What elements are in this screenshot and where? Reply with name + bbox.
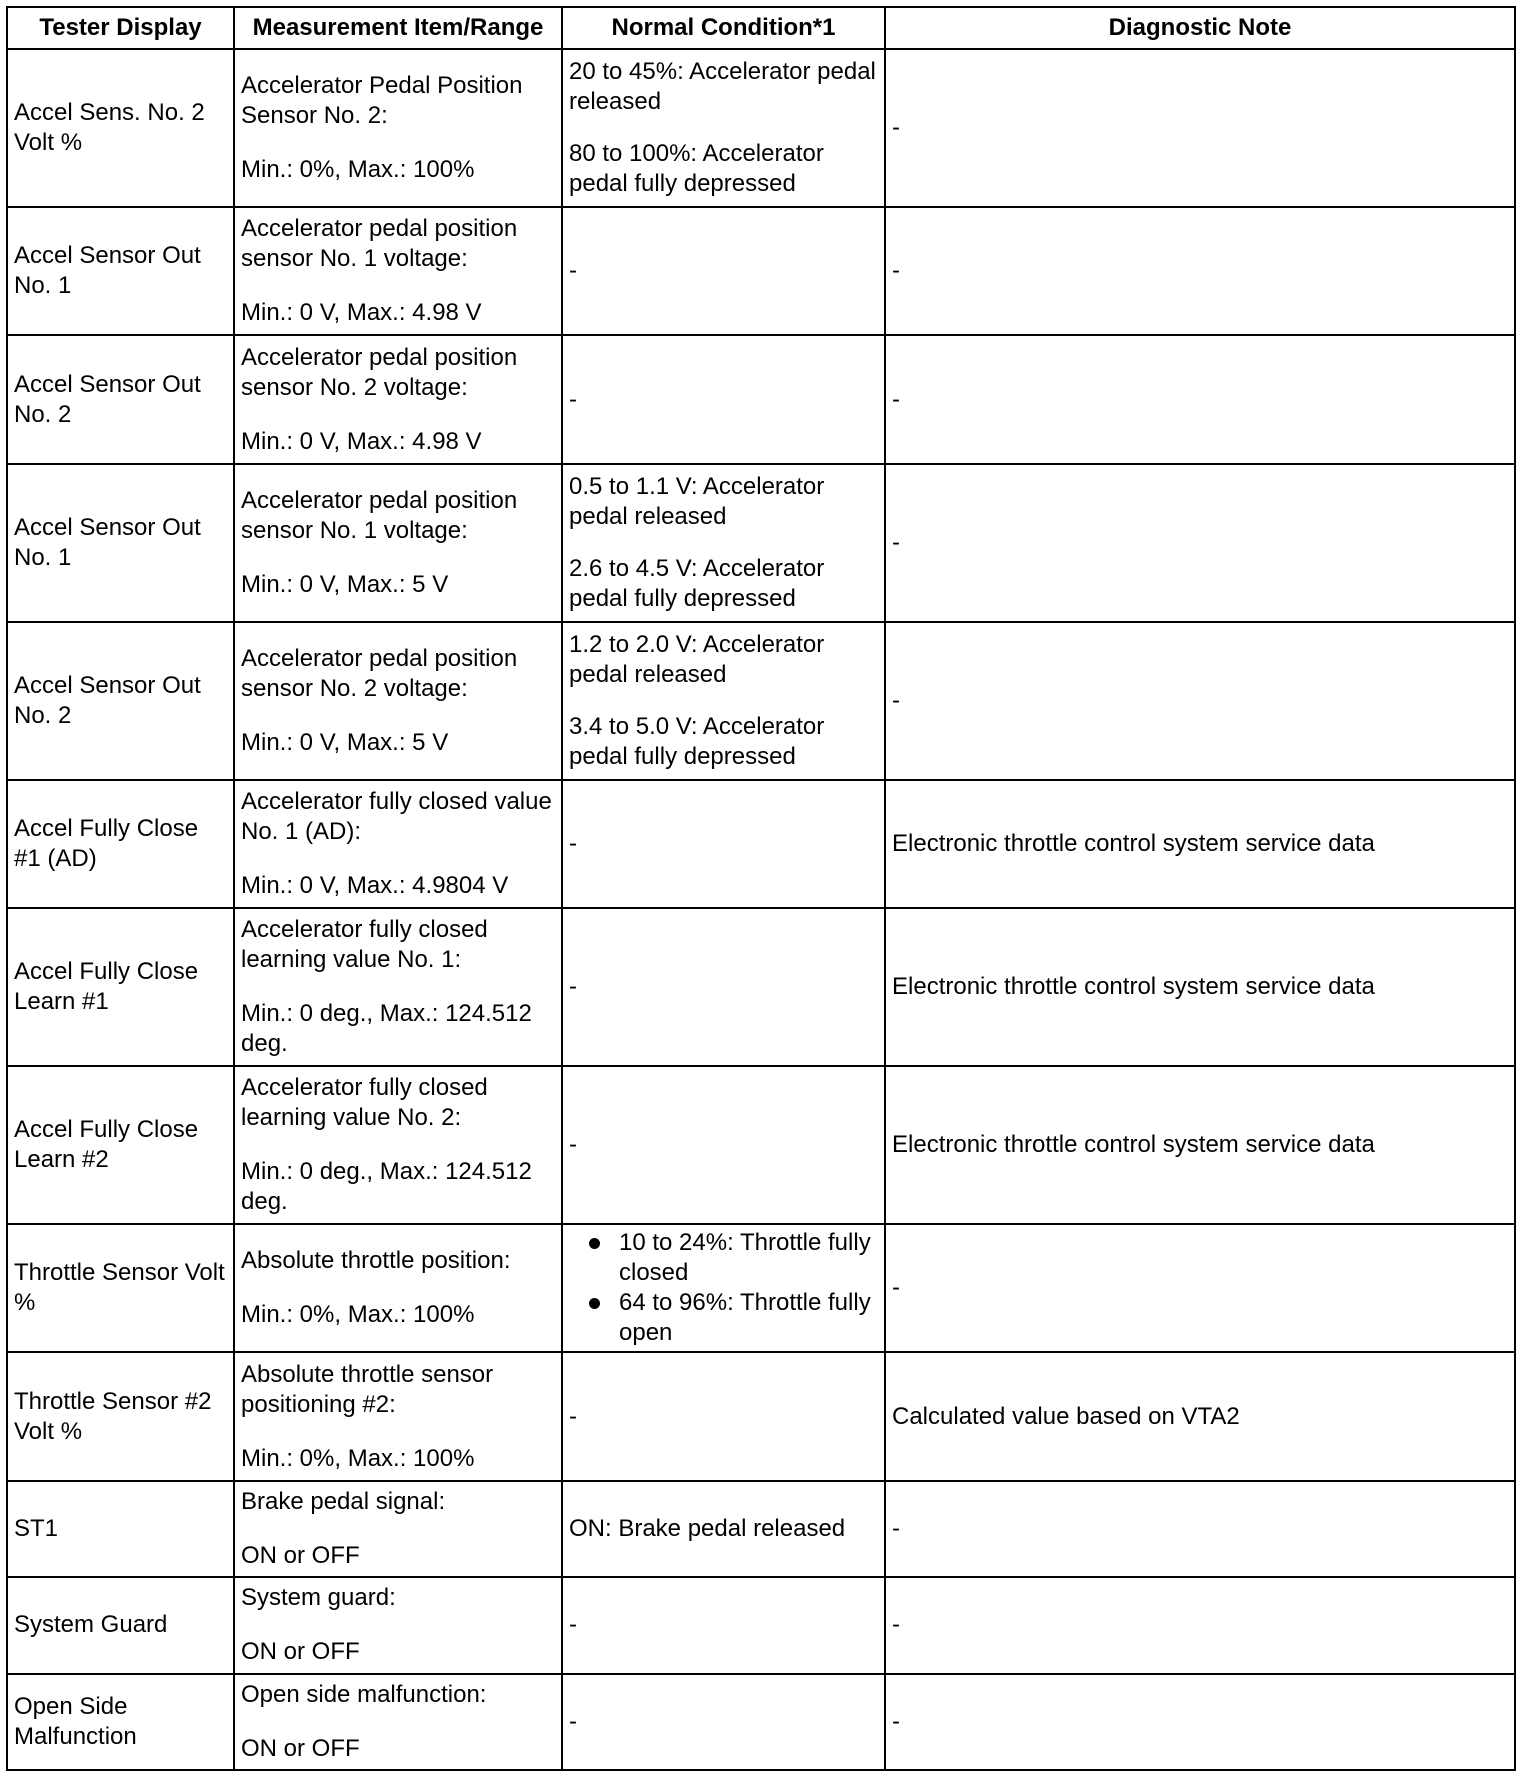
measurement-item: Accelerator pedal position sensor No. 1 voltage: (241, 215, 518, 273)
cell-normal-condition: - (562, 908, 885, 1066)
measurement-range: Min.: 0 deg., Max.: 124.512 deg. (241, 1158, 532, 1216)
cell-tester-display: Open Side Malfunction (7, 1674, 234, 1770)
table-row (7, 207, 1515, 335)
cell-measurement (234, 464, 562, 622)
cell-normal-condition: - (562, 1674, 885, 1770)
cell-measurement (234, 780, 562, 908)
cell-measurement (234, 207, 562, 335)
measurement-item: Open side malfunction: (241, 1680, 487, 1708)
cell-tester-display: Accel Sensor Out No. 1 (7, 207, 234, 335)
table-row (7, 1577, 1515, 1673)
cell-normal-condition: - (562, 1577, 885, 1673)
measurement-item: Accelerator Pedal Position Sensor No. 2: (241, 72, 523, 129)
measurement-item: Accelerator fully closed learning value No. 2: (241, 1074, 488, 1132)
table-row (7, 780, 1515, 908)
measurement-item: Brake pedal signal: (241, 1488, 446, 1516)
measurement-range: Min.: 0 V, Max.: 5 V (241, 570, 449, 598)
measurement-item: Accelerator pedal position sensor No. 2 voltage: (241, 343, 518, 401)
cell-measurement (234, 1481, 562, 1577)
measurement-range: ON or OFF (241, 1542, 360, 1570)
normal-condition-line: 3.4 to 5.0 V: Accelerator pedal fully depressed (569, 712, 825, 770)
cell-measurement (234, 1577, 562, 1673)
cell-measurement (234, 1674, 562, 1770)
cell-diagnostic-note: - (885, 1224, 1515, 1352)
cell-tester-display: Throttle Sensor Volt % (7, 1224, 234, 1352)
table-row (7, 49, 1515, 207)
measurement-item: System guard: (241, 1584, 396, 1612)
header-diagnostic-note: Diagnostic Note (885, 7, 1515, 49)
cell-tester-display: Accel Sens. No. 2 Volt % (7, 49, 234, 207)
cell-diagnostic-note: - (885, 207, 1515, 335)
cell-tester-display: Accel Sensor Out No. 2 (7, 335, 234, 463)
cell-normal-condition (562, 1224, 885, 1352)
measurement-item: Absolute throttle sensor positioning #2: (241, 1360, 494, 1418)
cell-tester-display: Accel Sensor Out No. 2 (7, 622, 234, 780)
data-list-table (6, 6, 1516, 1771)
cell-diagnostic-note: - (885, 335, 1515, 463)
measurement-item: Accelerator pedal position sensor No. 1 voltage: (241, 486, 518, 544)
measurement-range: ON or OFF (241, 1734, 360, 1762)
cell-measurement (234, 908, 562, 1066)
measurement-range: Min.: 0 V, Max.: 4.9804 V (241, 872, 509, 900)
cell-diagnostic-note: Electronic throttle control system service data (885, 908, 1515, 1066)
cell-diagnostic-note: - (885, 49, 1515, 207)
normal-condition-line: 80 to 100%: Accelerator pedal fully depressed (569, 140, 824, 197)
measurement-item: Accelerator fully closed learning value No. 1: (241, 916, 488, 974)
cell-measurement (234, 1352, 562, 1480)
measurement-range: Min.: 0 deg., Max.: 124.512 deg. (241, 1000, 532, 1058)
header-normal-condition: Normal Condition*1 (562, 7, 885, 49)
cell-diagnostic-note: Electronic throttle control system service data (885, 1066, 1515, 1224)
measurement-item: Absolute throttle position: (241, 1247, 511, 1275)
table-row (7, 908, 1515, 1066)
normal-condition-line: 20 to 45%: Accelerator pedal released (569, 58, 876, 115)
table-row (7, 622, 1515, 780)
cell-diagnostic-note: - (885, 1674, 1515, 1770)
header-row (7, 7, 1515, 49)
cell-tester-display: Accel Fully Close Learn #2 (7, 1066, 234, 1224)
table-row (7, 335, 1515, 463)
cell-normal-condition: - (562, 335, 885, 463)
cell-diagnostic-note: - (885, 1481, 1515, 1577)
measurement-item: Accelerator pedal position sensor No. 2 voltage: (241, 644, 518, 702)
cell-normal-condition (562, 464, 885, 622)
cell-diagnostic-note: - (885, 622, 1515, 780)
measurement-item: Accelerator fully closed value No. 1 (AD): (241, 788, 552, 846)
cell-normal-condition: - (562, 780, 885, 908)
measurement-range: Min.: 0 V, Max.: 4.98 V (241, 427, 482, 455)
cell-normal-condition (562, 622, 885, 780)
table-row (7, 1481, 1515, 1577)
cell-normal-condition (562, 49, 885, 207)
cell-measurement (234, 335, 562, 463)
cell-tester-display: System Guard (7, 1577, 234, 1673)
measurement-range: Min.: 0 V, Max.: 5 V (241, 728, 449, 756)
header-measurement: Measurement Item/Range (234, 7, 562, 49)
cell-tester-display: Throttle Sensor #2 Volt % (7, 1352, 234, 1480)
cell-diagnostic-note: - (885, 464, 1515, 622)
cell-tester-display: ST1 (7, 1481, 234, 1577)
table-row (7, 1352, 1515, 1480)
bullet-item: 10 to 24%: Throttle fully closed (569, 1228, 878, 1288)
cell-diagnostic-note: Electronic throttle control system service data (885, 780, 1515, 908)
measurement-range: ON or OFF (241, 1638, 360, 1666)
bullet-item: 64 to 96%: Throttle fully open (569, 1288, 878, 1348)
cell-tester-display: Accel Fully Close Learn #1 (7, 908, 234, 1066)
cell-measurement (234, 1224, 562, 1352)
normal-condition-bullet-list (569, 1228, 878, 1348)
measurement-range: Min.: 0%, Max.: 100% (241, 1301, 475, 1329)
cell-tester-display: Accel Fully Close #1 (AD) (7, 780, 234, 908)
normal-condition-line: 0.5 to 1.1 V: Accelerator pedal released (569, 472, 825, 530)
cell-measurement (234, 49, 562, 207)
measurement-range: Min.: 0%, Max.: 100% (241, 156, 475, 183)
measurement-range: Min.: 0%, Max.: 100% (241, 1444, 475, 1472)
normal-condition-line: 1.2 to 2.0 V: Accelerator pedal released (569, 630, 825, 688)
cell-measurement (234, 622, 562, 780)
cell-normal-condition: - (562, 207, 885, 335)
cell-diagnostic-note: - (885, 1577, 1515, 1673)
cell-diagnostic-note: Calculated value based on VTA2 (885, 1352, 1515, 1480)
table-row (7, 464, 1515, 622)
table-row (7, 1066, 1515, 1224)
table-row (7, 1224, 1515, 1352)
normal-condition-line: 2.6 to 4.5 V: Accelerator pedal fully depressed (569, 554, 825, 612)
cell-normal-condition: ON: Brake pedal released (562, 1481, 885, 1577)
cell-tester-display: Accel Sensor Out No. 1 (7, 464, 234, 622)
cell-normal-condition: - (562, 1352, 885, 1480)
table-row (7, 1674, 1515, 1770)
header-tester-display: Tester Display (7, 7, 234, 49)
cell-normal-condition: - (562, 1066, 885, 1224)
cell-measurement (234, 1066, 562, 1224)
measurement-range: Min.: 0 V, Max.: 4.98 V (241, 299, 482, 327)
